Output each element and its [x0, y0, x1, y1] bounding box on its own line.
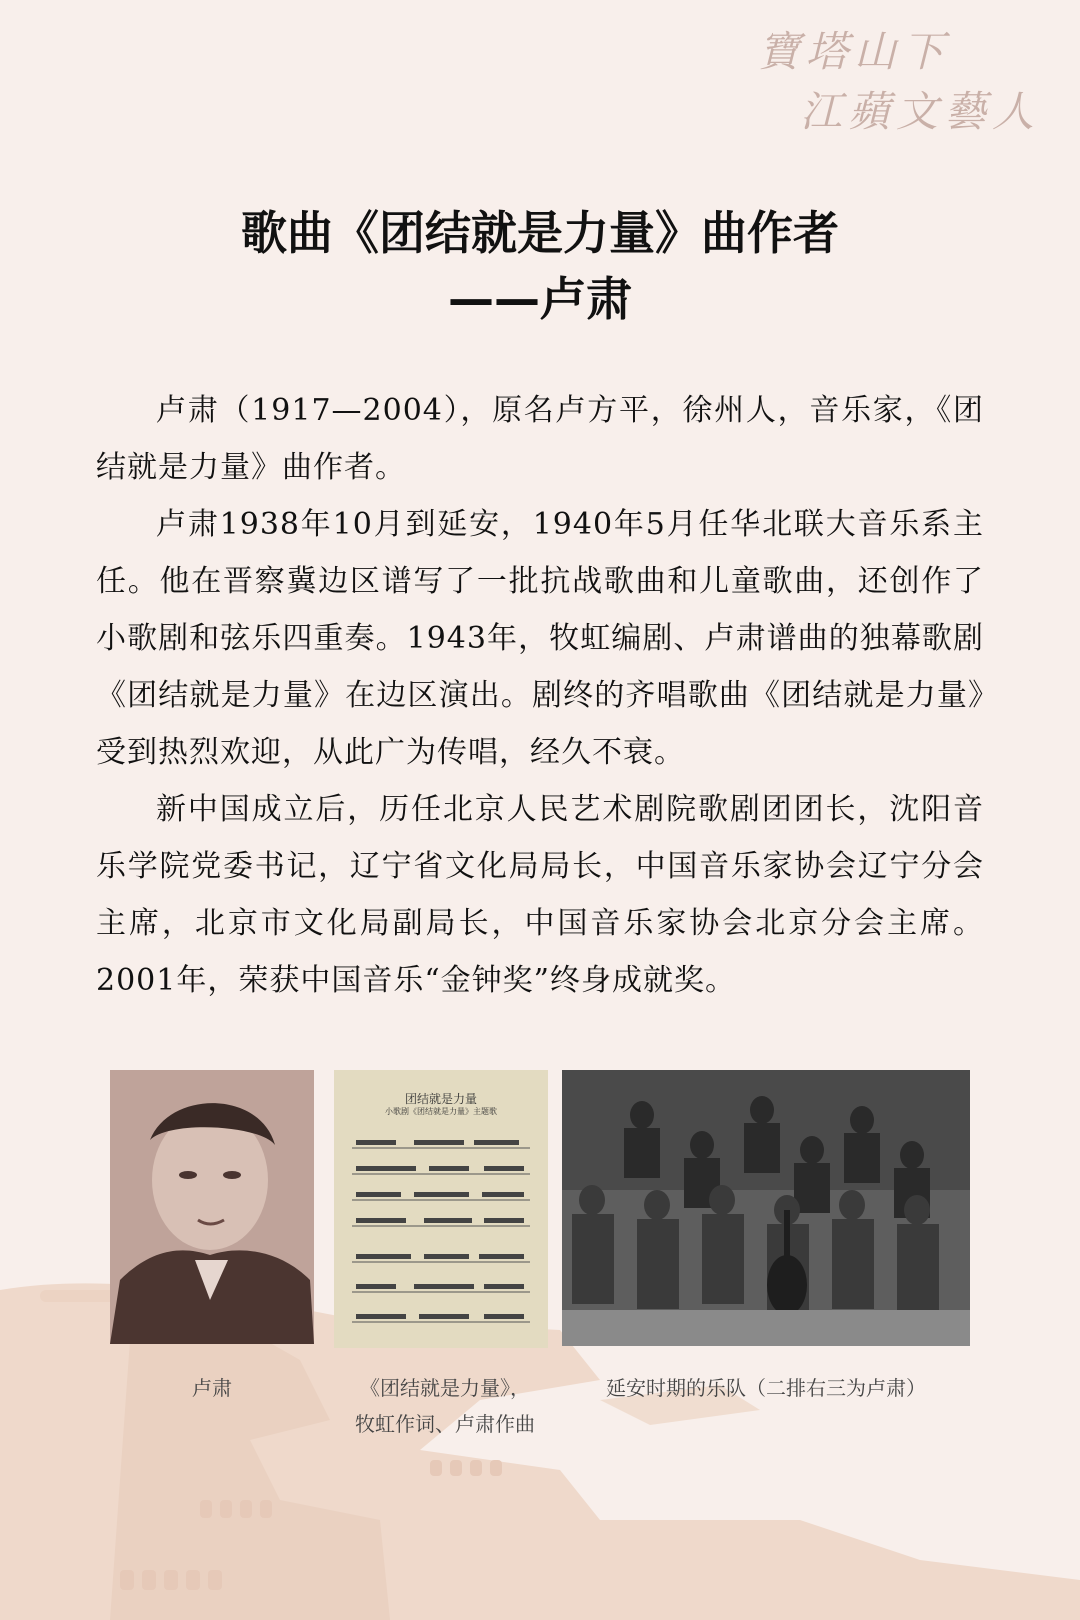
caption-score: [320, 1370, 570, 1442]
stamp-line1: 寶塔山下: [757, 27, 950, 76]
caption-band: 延安时期的乐队（二排右三为卢肃）: [606, 1376, 926, 1400]
title-line1: 歌曲《团结就是力量》曲作者: [241, 206, 839, 260]
band-group-photo: [562, 1070, 970, 1346]
paragraph-3: 新中国成立后，历任北京人民艺术剧院歌剧团团长，沈阳音乐学院党委书记，辽宁省文化局局长，中国音乐家协会辽宁分会主席，北京市文化局副局长，中国音乐家协会北京分会主席。2001年，荣获中国音乐“金钟奖”终身成就奖。: [96, 792, 984, 998]
portrait-photo: [110, 1070, 314, 1344]
stamp-line2: 江蘋文藝人: [799, 87, 1040, 136]
title-line2: ——卢肃: [448, 272, 632, 326]
caption-portrait: 卢肃: [192, 1376, 232, 1400]
music-score-image: [334, 1070, 548, 1348]
page-title: [0, 200, 1080, 332]
calligraphy-stamp: [750, 22, 1040, 142]
score-title: 团结就是力量: [404, 1092, 477, 1106]
paragraph-2: 卢肃1938年10月到延安，1940年5月任华北联大音乐系主任。他在晋察冀边区谱写了一批抗战歌曲和儿童歌曲，还创作了小歌剧和弦乐四重奏。1943年，牧虹编剧、卢肃谱曲的独幕歌剧《团结就是力量》在边区演出。剧终的齐唱歌曲《团结就是力量》受到热烈欢迎，从此广为传唱，经久不衰。: [96, 507, 984, 770]
caption-score-line2: 牧虹作词、卢肃作曲: [355, 1412, 535, 1436]
paragraph-1: 卢肃（1917—2004），原名卢方平，徐州人，音乐家，《团结就是力量》曲作者。: [96, 393, 984, 485]
score-subtitle: 小歌剧《团结就是力量》主题歌: [385, 1107, 497, 1116]
article-body: [96, 382, 984, 1009]
caption-score-line1: 《团结就是力量》，: [360, 1376, 530, 1400]
